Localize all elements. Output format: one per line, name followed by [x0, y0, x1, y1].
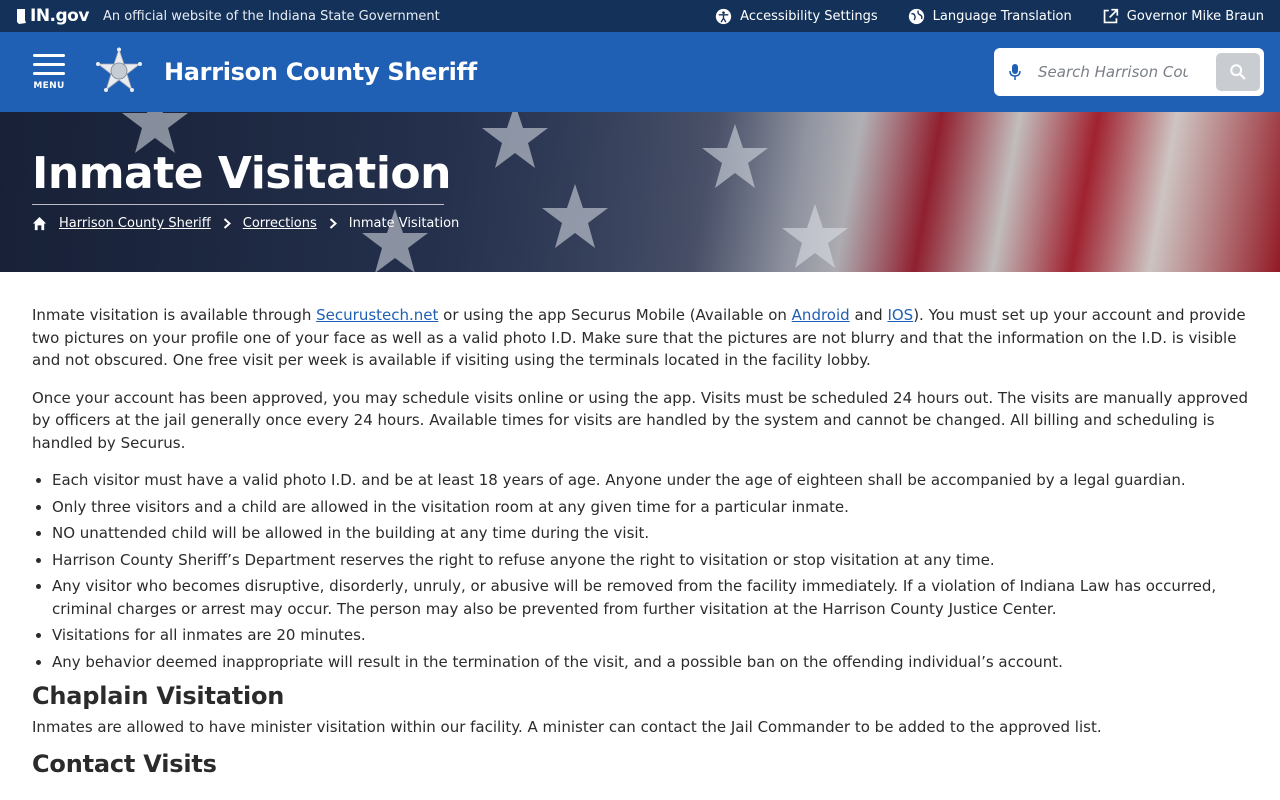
menu-button[interactable]: [32, 54, 66, 91]
indiana-state-icon: [16, 8, 27, 25]
chevron-right-icon: [223, 218, 231, 229]
flag-star-decoration: [780, 202, 850, 272]
flag-star-decoration: [700, 122, 770, 192]
list-item: • Only three visitors and a child are allowed in the visitation room at any given time for a particular inmate.: [52, 496, 1248, 519]
home-icon[interactable]: [32, 216, 47, 231]
list-item: • Each visitor must have a valid photo I.D. and be at least 18 years of age. Anyone under the age of eighteen shall be accompanied by a legal guardian.: [52, 469, 1248, 492]
ingov-logo[interactable]: [16, 6, 89, 26]
governor-link-label: Governor Mike Braun: [1126, 8, 1264, 24]
accessibility-settings-link[interactable]: [715, 8, 877, 25]
intro-text-1: Inmate visitation is available through: [32, 306, 317, 324]
search-input[interactable]: [1038, 63, 1188, 81]
intro-text-3: and: [849, 306, 888, 324]
main-content: [0, 272, 1280, 776]
official-site-notice: An official website of the Indiana State Government: [102, 8, 440, 24]
list-item: • Harrison County Sheriff’s Department reserves the right to refuse anyone the right to visitation or stop visitation at any time.: [52, 549, 1248, 572]
search-icon: [1229, 63, 1247, 81]
statebar-links: [715, 8, 1264, 25]
ingov-logo-text: IN.gov: [30, 6, 89, 26]
list-item: • Visitations for all inmates are 20 minutes.: [52, 624, 1248, 647]
intro-text-2: or using the app Securus Mobile (Available on: [438, 306, 792, 324]
search-box: [994, 48, 1264, 96]
flag-star-decoration: [480, 112, 550, 172]
breadcrumb-corrections-link[interactable]: Corrections: [242, 216, 317, 231]
state-bar: [0, 0, 1280, 32]
list-item: • Any visitor who becomes disruptive, disorderly, unruly, or abusive will be removed from the facility immediately. If a violation of Indiana Law has occurred, criminal charges or arrest may occur. The person may also be prevented from further visitation at the Harrison County Justice Center.: [52, 575, 1248, 620]
site-header: [0, 32, 1280, 112]
menu-label: MENU: [33, 80, 65, 91]
list-item: • NO unattended child will be allowed in the building at any time during the visit.: [52, 522, 1248, 545]
language-translation-label: Language Translation: [932, 8, 1072, 24]
chaplain-heading: Chaplain Visitation: [32, 682, 285, 710]
flag-star-decoration: [540, 182, 610, 252]
accessibility-icon: [715, 8, 732, 25]
breadcrumb: [32, 216, 459, 231]
chaplain-paragraph: Inmates are allowed to have minister visitation within our facility. A minister can contact the Jail Commander to be added to the approved list.: [32, 717, 1102, 736]
breadcrumb-home-link[interactable]: Harrison County Sheriff: [59, 216, 211, 231]
visitation-rules-list: [52, 469, 1248, 673]
scheduling-paragraph: Once your account has been approved, you may schedule visits online or using the app. Visits must be scheduled 24 hours out. The visits are manually approved by officers at the jail generally once every 24 hours. Available times for visits are handled by the system and cannot be changed. All billing and scheduling is handled by Securus.: [32, 388, 1248, 452]
globe-icon: [908, 8, 925, 25]
breadcrumb-current: Inmate Visitation: [348, 216, 460, 231]
microphone-icon[interactable]: [1008, 63, 1022, 81]
hamburger-icon: [33, 54, 65, 75]
page-title: Inmate Visitation: [32, 148, 451, 199]
page-hero: [0, 112, 1280, 272]
title-divider: [32, 204, 444, 205]
language-translation-link[interactable]: [908, 8, 1072, 25]
sheriff-star-badge-icon[interactable]: [94, 47, 144, 97]
ios-link[interactable]: IOS: [887, 306, 914, 324]
search-button[interactable]: [1216, 53, 1260, 91]
intro-text-4: ). You must set up your account and provide two pictures on your profile one of your face as well as a valid photo I.D. Make sure that the pictures are not blurry and that the information on the I.D. is visible and not obscured. One free visit per week is available if visiting using the terminals located in the facility lobby.: [32, 306, 1246, 369]
securustech-link[interactable]: Securustech.net: [316, 306, 439, 324]
site-title[interactable]: Harrison County Sheriff: [164, 58, 477, 86]
intro-paragraph: [32, 304, 1248, 372]
governor-link[interactable]: [1102, 8, 1264, 25]
accessibility-settings-label: Accessibility Settings: [740, 8, 878, 24]
android-link[interactable]: Android: [791, 306, 850, 324]
external-link-icon: [1102, 8, 1119, 25]
contact-visits-heading: Contact Visits: [32, 750, 217, 778]
chevron-right-icon: [329, 218, 337, 229]
list-item: • Any behavior deemed inappropriate will result in the termination of the visit, and a possible ban on the offending individual’s account.: [52, 651, 1248, 674]
